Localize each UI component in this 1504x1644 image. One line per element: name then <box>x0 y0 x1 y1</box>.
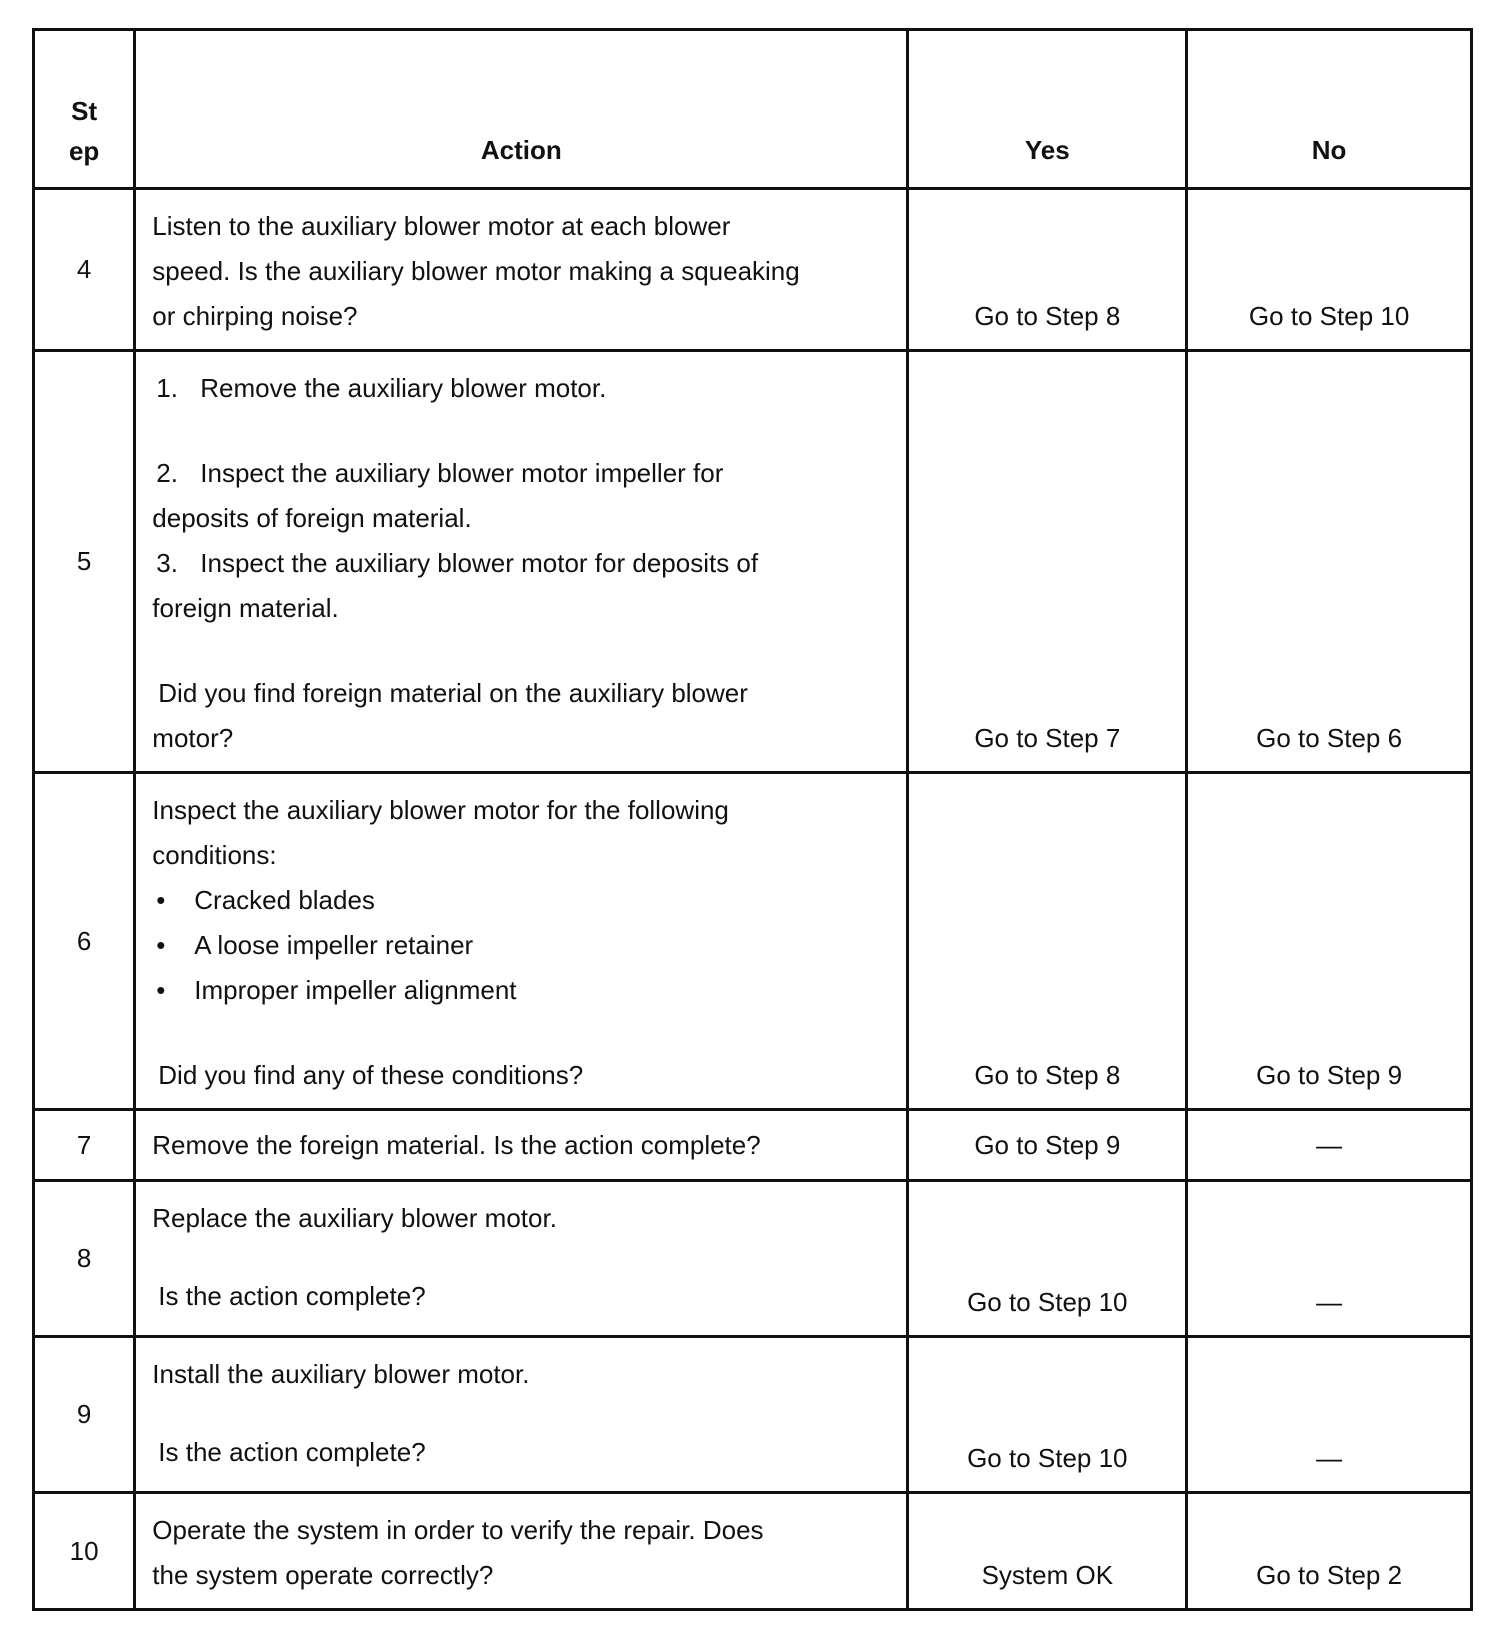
header-yes: Yes <box>908 30 1187 189</box>
action-cell <box>135 1110 908 1181</box>
spacer <box>152 1013 890 1053</box>
bullet-icon: • <box>156 975 166 1005</box>
item-number: 2. <box>156 458 178 488</box>
action-text: Inspect the auxiliary blower motor for the following <box>152 795 729 825</box>
no-cell: Go to Step 2 <box>1187 1493 1472 1610</box>
question-text: Did you find any of these conditions? <box>158 1060 584 1090</box>
step-number: 8 <box>34 1181 135 1337</box>
bullet-text: Cracked blades <box>194 885 375 915</box>
action-cell <box>135 189 908 351</box>
action-text: Remove the foreign material. Is the action complete? <box>152 1129 761 1160</box>
list-item <box>152 878 890 923</box>
action-cell <box>135 351 908 773</box>
question-text: Is the action complete? <box>158 1437 426 1467</box>
table-row <box>34 1181 1472 1337</box>
yes-cell: Go to Step 7 <box>908 351 1187 773</box>
yes-cell: Go to Step 10 <box>908 1337 1187 1493</box>
step-number: 5 <box>34 351 135 773</box>
header-action: Action <box>135 30 908 189</box>
item-text: Inspect the auxiliary blower motor impeller for <box>200 458 724 488</box>
spacer <box>152 1241 890 1274</box>
no-cell: — <box>1187 1337 1472 1493</box>
bullet-icon: • <box>156 885 166 915</box>
spacer <box>152 411 890 451</box>
no-cell: — <box>1187 1110 1472 1181</box>
yes-cell: Go to Step 10 <box>908 1181 1187 1337</box>
bullet-icon: • <box>156 930 166 960</box>
table-row <box>34 1337 1472 1493</box>
action-text: Listen to the auxiliary blower motor at each blower <box>152 211 731 241</box>
table-row <box>34 1110 1472 1181</box>
list-item <box>152 923 890 968</box>
action-text: speed. Is the auxiliary blower motor making a squeaking <box>152 256 800 286</box>
question-text: Is the action complete? <box>158 1281 426 1311</box>
spacer <box>152 631 890 671</box>
numbered-item <box>152 451 890 496</box>
list-item <box>152 968 890 1013</box>
spacer <box>152 1397 890 1430</box>
header-step <box>34 30 135 189</box>
action-text: conditions: <box>152 840 277 870</box>
numbered-item <box>152 541 890 586</box>
step-number: 4 <box>34 189 135 351</box>
diagnostic-table <box>32 28 1473 1611</box>
bullet-text: Improper impeller alignment <box>194 975 517 1005</box>
step-number: 7 <box>34 1110 135 1181</box>
yes-cell: System OK <box>908 1493 1187 1610</box>
header-no: No <box>1187 30 1472 189</box>
step-number: 9 <box>34 1337 135 1493</box>
action-cell <box>135 1493 908 1610</box>
yes-cell: Go to Step 9 <box>908 1110 1187 1181</box>
no-cell: Go to Step 9 <box>1187 773 1472 1110</box>
step-number: 6 <box>34 773 135 1110</box>
action-cell <box>135 773 908 1110</box>
action-text: Replace the auxiliary blower motor. <box>152 1203 557 1233</box>
no-cell: Go to Step 10 <box>1187 189 1472 351</box>
item-text: Inspect the auxiliary blower motor for deposits of <box>200 548 759 578</box>
no-cell: — <box>1187 1181 1472 1337</box>
header-step-line-2: ep <box>68 136 100 166</box>
header-row <box>34 30 1472 189</box>
action-text: Operate the system in order to verify the repair. Does <box>152 1515 764 1545</box>
numbered-item <box>152 366 890 411</box>
header-step-line-1: St <box>71 96 98 126</box>
item-text-continued: foreign material. <box>152 593 339 623</box>
bullet-text: A loose impeller retainer <box>194 930 474 960</box>
question-text: motor? <box>152 723 234 753</box>
action-text: the system operate correctly? <box>152 1560 494 1590</box>
question-text: Did you find foreign material on the auxiliary blower <box>158 678 748 708</box>
no-cell: Go to Step 6 <box>1187 351 1472 773</box>
action-cell <box>135 1181 908 1337</box>
yes-cell: Go to Step 8 <box>908 189 1187 351</box>
table-row <box>34 189 1472 351</box>
yes-cell: Go to Step 8 <box>908 773 1187 1110</box>
action-text: Install the auxiliary blower motor. <box>152 1359 530 1389</box>
item-number: 3. <box>156 548 178 578</box>
action-text: or chirping noise? <box>152 301 358 331</box>
table-row <box>34 773 1472 1110</box>
item-number: 1. <box>156 373 178 403</box>
item-text: Remove the auxiliary blower motor. <box>200 373 607 403</box>
step-number: 10 <box>34 1493 135 1610</box>
table-row <box>34 1493 1472 1610</box>
table-row <box>34 351 1472 773</box>
action-cell <box>135 1337 908 1493</box>
item-text-continued: deposits of foreign material. <box>152 503 472 533</box>
